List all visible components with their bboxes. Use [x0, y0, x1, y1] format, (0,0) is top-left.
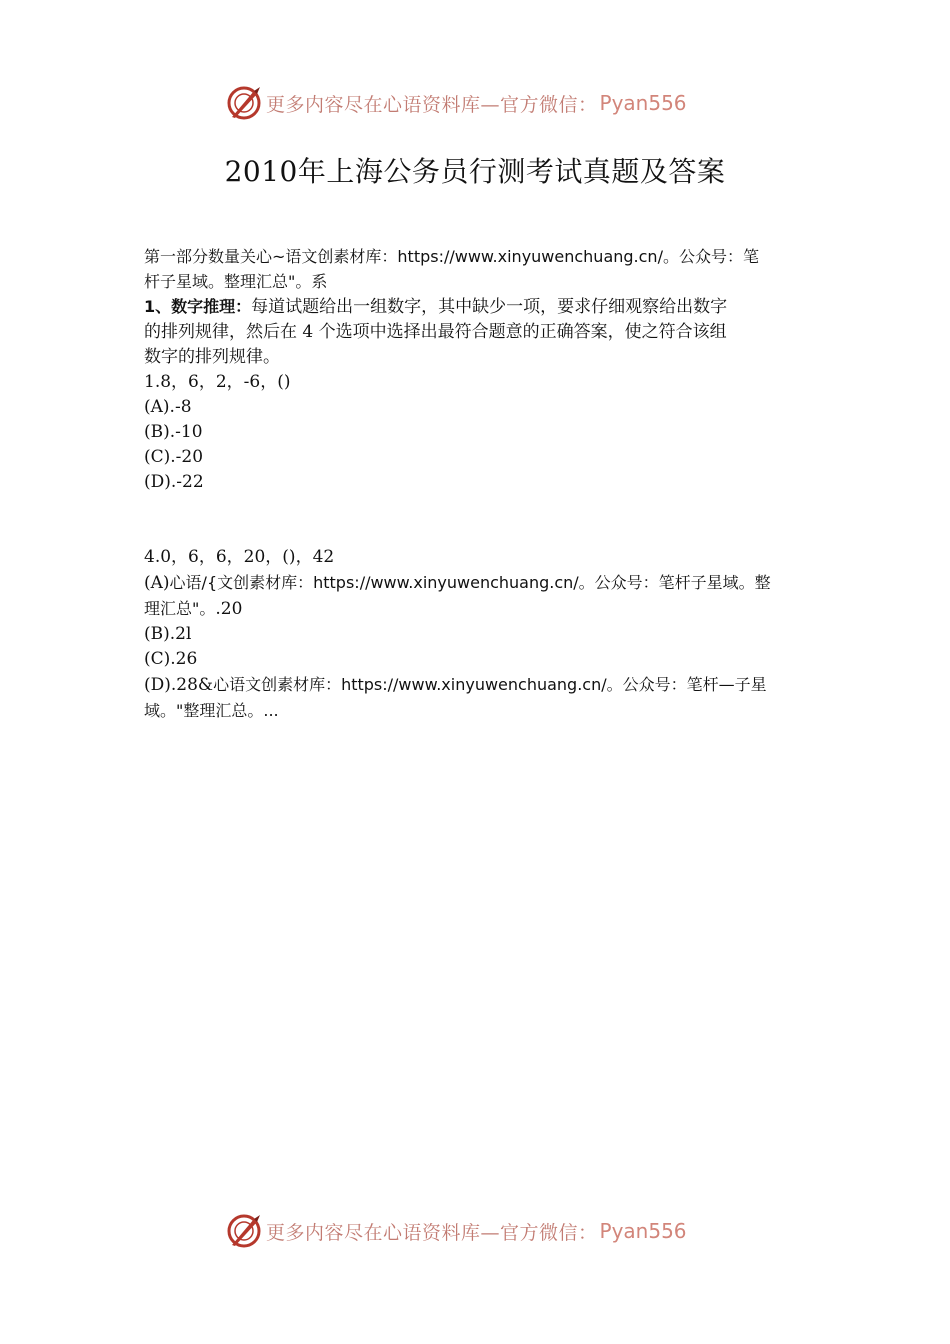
document-body [144, 244, 808, 723]
question-stem: 4.0，6，6，20，()，42 [144, 547, 335, 567]
quill-logo-icon [226, 1213, 262, 1249]
option-a-continued [144, 596, 808, 622]
intro-line: 第一部分数量关心~语文创素材库：https://www.xinyuwenchuang.cn/。公众号：笔 [144, 247, 759, 266]
option-b: (B).2l [144, 624, 192, 644]
spacer [144, 495, 808, 545]
option-c: (C).26 [144, 649, 198, 669]
banner-wechat-id: Pyan556 [599, 91, 687, 115]
option-label: (A) [144, 573, 170, 593]
option-text: 理汇总"。 [144, 599, 216, 618]
option-a [144, 570, 808, 596]
banner-text: 更多内容尽在心语资料库—官方微信： [266, 1221, 598, 1244]
section-instructions [144, 294, 808, 320]
option-text: 心语文创素材库：https://www.xinyuwenchuang.cn/。公众号：笔杆—子星 [213, 675, 767, 694]
option-a: (A).-8 [144, 397, 192, 417]
footer-banner [226, 1211, 687, 1251]
option-value: .20 [215, 599, 243, 619]
intro-line: 杆子星域。整理汇总"。系 [144, 272, 328, 291]
option-label: (D).28& [144, 675, 214, 695]
option-d [144, 672, 808, 698]
option-c: (C).-20 [144, 447, 204, 467]
option-d: (D).-22 [144, 472, 204, 492]
banner-text: 更多内容尽在心语资料库—官方微信： [266, 93, 598, 116]
banner-wechat-id: Pyan556 [599, 1219, 687, 1243]
section-text: 数字的排列规律。 [144, 347, 280, 367]
document-title: 2010年上海公务员行测考试真题及答案 [224, 155, 726, 188]
section-text: 每道试题给出一组数字，其中缺少一项，要求仔细观察给出数字 [251, 297, 728, 317]
section-heading: 1、数字推理： [144, 297, 252, 316]
section-text: 的排列规律，然后在 4 个选项中选择出最符合题意的正确答案，使之符合该组 [144, 322, 727, 342]
option-b: (B).-10 [144, 422, 203, 442]
option-d-continued: 域。"整理汇总。... [144, 701, 279, 720]
option-text: 心语/{文创素材库：https://www.xinyuwenchuang.cn/。公众号：笔杆子星域。整 [169, 573, 771, 592]
quill-logo-icon [226, 85, 262, 121]
header-banner [226, 83, 687, 123]
question-stem: 1.8，6，2，-6，() [144, 372, 291, 392]
